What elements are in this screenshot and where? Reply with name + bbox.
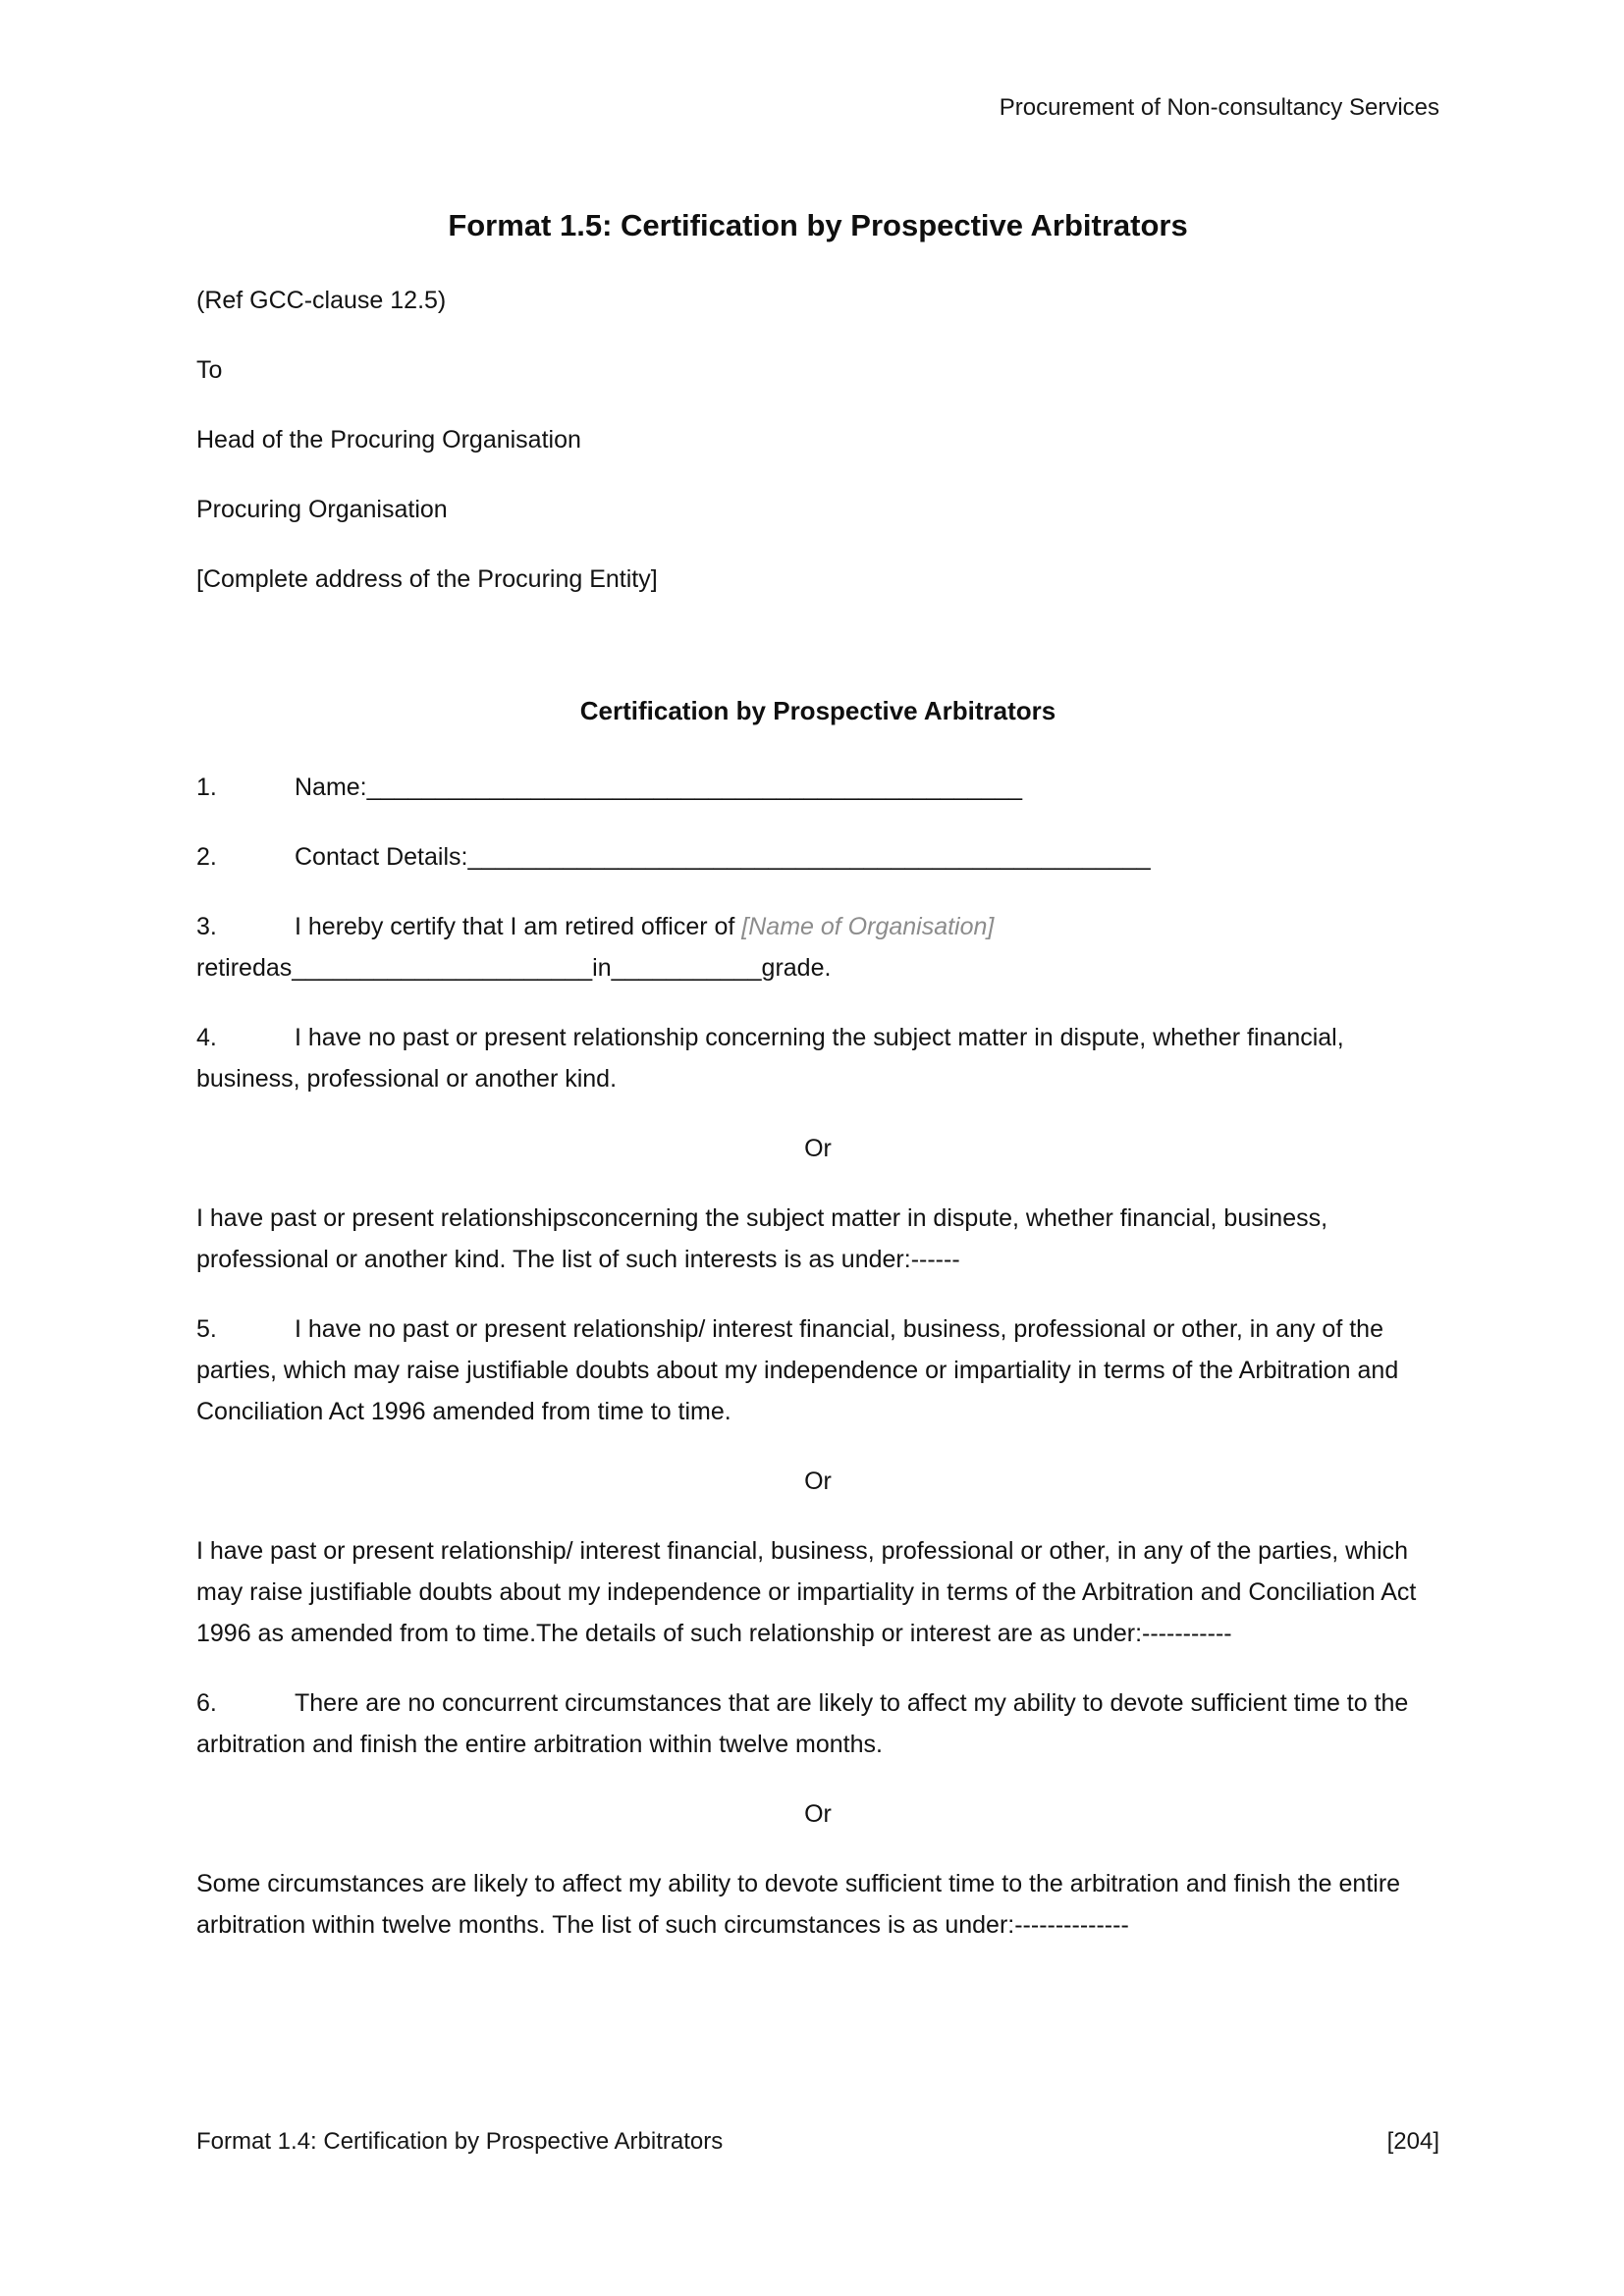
section-heading: Certification by Prospective Arbitrators bbox=[579, 696, 1056, 725]
addressee-line-3: [Complete address of the Procuring Entity] bbox=[196, 565, 658, 593]
numbered-item-5 bbox=[196, 1308, 1439, 1432]
or-separator-1: Or bbox=[804, 1135, 832, 1162]
addressee-line-2: Procuring Organisation bbox=[196, 496, 448, 523]
item-3-text-before: I hereby certify that I am retired officer of bbox=[295, 913, 742, 940]
item-6-text: There are no concurrent circumstances that are likely to affect my ability to devote sufficient time to the arbitration and finish the entire arbitration within twelve months. bbox=[196, 1689, 1409, 1758]
page-header bbox=[196, 93, 1439, 123]
item-3-text-after: retiredas______________________in___________grade. bbox=[196, 954, 832, 982]
item-2-text: Contact Details:__________________________________________________ bbox=[295, 843, 1151, 871]
numbered-item-1 bbox=[196, 767, 1439, 808]
alt-paragraph-5: I have past or present relationship/ interest financial, business, professional or other, in any of the parties, which may raise justifiable doubts about my independence or impartiality in terms of the Arbitration and Conciliation Act 1996 as amended from to time.The details of such relationship or interest are as under:----------- bbox=[196, 1537, 1417, 1647]
item-3-number: 3. bbox=[196, 913, 217, 940]
numbered-item-3 bbox=[196, 906, 1439, 988]
item-6-number: 6. bbox=[196, 1689, 217, 1717]
alt-paragraph-6: Some circumstances are likely to affect my ability to devote sufficient time to the arbitration and finish the entire arbitration within twelve months. The list of such circumstances is as under:-------------- bbox=[196, 1870, 1401, 1939]
item-4-text: I have no past or present relationship concerning the subject matter in dispute, whether financial, business, professional or another kind. bbox=[196, 1024, 1344, 1093]
item-4-number: 4. bbox=[196, 1024, 217, 1051]
ref-clause-line: (Ref GCC-clause 12.5) bbox=[196, 287, 447, 314]
item-2-number: 2. bbox=[196, 843, 217, 871]
page-title: Format 1.5: Certification by Prospective Arbitrators bbox=[448, 208, 1188, 242]
item-1-text: Name:________________________________________________ bbox=[295, 774, 1023, 801]
item-1-number: 1. bbox=[196, 774, 217, 801]
header-text: Procurement of Non-consultancy Services bbox=[999, 94, 1439, 121]
footer-page-number: [204] bbox=[1386, 2128, 1439, 2155]
numbered-item-2 bbox=[196, 836, 1439, 878]
footer-title: Format 1.4: Certification by Prospective Arbitrators bbox=[196, 2128, 724, 2155]
org-name-placeholder: [Name of Organisation] bbox=[741, 913, 995, 940]
or-separator-2: Or bbox=[804, 1468, 832, 1495]
page-footer bbox=[196, 2128, 1439, 2156]
numbered-item-4 bbox=[196, 1017, 1439, 1099]
alt-paragraph-4: I have past or present relationshipsconcerning the subject matter in dispute, whether financial, business, professional or another kind. The list of such interests is as under:------ bbox=[196, 1204, 1328, 1273]
addressee-line-1: Head of the Procuring Organisation bbox=[196, 426, 581, 454]
item-5-text: I have no past or present relationship/ interest financial, business, professional or other, in any of the parties, which may raise justifiable doubts about my independence or impartiality in terms of the Arbitration and Conciliation Act 1996 amended from time to time. bbox=[196, 1315, 1399, 1425]
item-5-number: 5. bbox=[196, 1315, 217, 1343]
or-separator-3: Or bbox=[804, 1800, 832, 1828]
numbered-item-6 bbox=[196, 1682, 1439, 1765]
to-line: To bbox=[196, 356, 223, 384]
